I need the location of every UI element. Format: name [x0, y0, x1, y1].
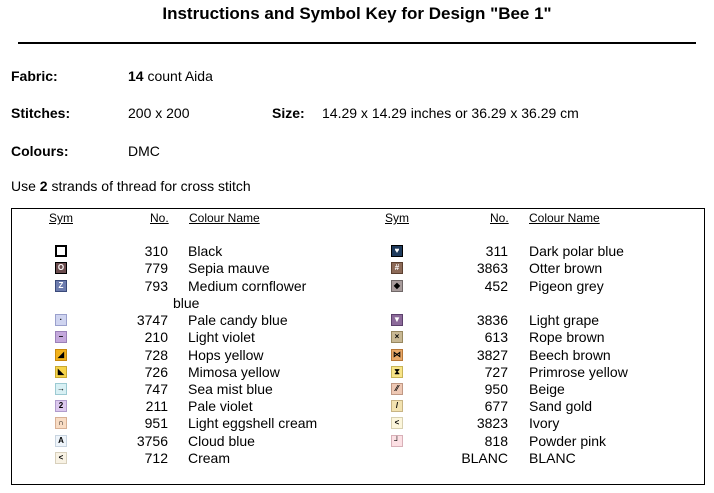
key-row-right [0, 278, 714, 295]
symbol-swatch: O [55, 262, 67, 274]
symbol-swatch: / [391, 400, 403, 412]
colour-name: Sepia mauve [188, 260, 270, 276]
header-name-left: Colour Name [189, 211, 260, 225]
symbol-swatch: → [57, 384, 65, 393]
symbol-swatch: – [55, 331, 67, 343]
colour-name: Light grape [529, 312, 600, 328]
symbol-swatch: ⋈ [393, 350, 401, 359]
colour-name: Sea mist blue [188, 381, 273, 397]
colour-name: Beech brown [529, 347, 611, 363]
instruction-post: strands of thread for cross stitch [51, 178, 251, 194]
colour-name: Hops yellow [188, 347, 264, 363]
colour-number: 613 [484, 329, 508, 345]
symbol-swatch: × [391, 331, 403, 343]
colour-name: Primrose yellow [529, 364, 628, 380]
colour-number: 747 [144, 381, 168, 397]
colour-name: Powder pink [529, 433, 607, 449]
symbol-swatch: A [55, 435, 67, 447]
key-row-right [0, 433, 714, 450]
symbol-swatch: · [55, 314, 67, 326]
key-row-right [0, 329, 714, 346]
colour-number: 818 [484, 433, 508, 449]
stitches-value: 200 x 200 [128, 105, 190, 121]
colour-number: 951 [144, 415, 168, 431]
colour-name-continuation: blue [173, 295, 200, 311]
fabric-value [128, 68, 213, 84]
colour-number: 3863 [476, 260, 508, 276]
colour-number: 726 [144, 364, 168, 380]
symbol-swatch: # [391, 262, 403, 274]
title-divider [18, 42, 696, 44]
colour-number: 3823 [476, 415, 508, 431]
colour-number: 311 [485, 243, 508, 259]
symbol-swatch: ◢ [55, 349, 67, 361]
colour-number: 211 [145, 398, 168, 414]
size-value: 14.29 x 14.29 inches or 36.29 x 36.29 cm [322, 105, 579, 121]
colour-name: Ivory [529, 415, 560, 431]
header-no-left: No. [150, 211, 169, 225]
thread-instruction [11, 178, 251, 194]
symbol-swatch: ⁄⁄ [391, 383, 403, 395]
key-row-right [0, 381, 714, 398]
symbol-swatch: ♥ [391, 245, 403, 257]
page-title: Instructions and Symbol Key for Design "Bee 1" [162, 4, 552, 23]
symbol-swatch: < [391, 417, 403, 429]
colour-number: BLANC [461, 450, 508, 466]
symbol-swatch: ◆ [391, 280, 403, 292]
stitches-label: Stitches: [11, 105, 71, 121]
fabric-label: Fabric: [11, 68, 58, 84]
colour-name: Pale candy blue [188, 312, 288, 328]
key-row-right [0, 347, 714, 364]
key-row-right [0, 260, 714, 277]
colour-name: Pale violet [188, 398, 253, 414]
colour-number: 950 [484, 381, 508, 397]
colour-name: Sand gold [529, 398, 593, 414]
header-name-right: Colour Name [529, 211, 600, 225]
fabric-type: count Aida [147, 68, 213, 84]
colour-name: Medium cornflower [188, 278, 307, 294]
colour-name: Pigeon grey [529, 278, 604, 294]
colours-value: DMC [128, 143, 160, 159]
colour-name: Otter brown [529, 260, 603, 276]
colour-name: Dark polar blue [529, 243, 624, 259]
symbol-swatch [391, 452, 403, 464]
colour-number: 3827 [476, 347, 508, 363]
key-row-right [0, 450, 714, 467]
fabric-count: 14 [128, 68, 144, 84]
colours-label: Colours: [11, 143, 69, 159]
colour-name: Beige [529, 381, 565, 397]
symbol-swatch: Z [55, 280, 67, 292]
colour-number: 779 [144, 260, 168, 276]
strand-count: 2 [39, 178, 48, 194]
symbol-swatch: ∩ [55, 417, 67, 429]
colour-name: BLANC [529, 450, 576, 466]
colour-name: Light violet [188, 329, 255, 345]
colour-number: 3756 [136, 433, 168, 449]
symbol-swatch: < [55, 452, 67, 464]
colour-name: Rope brown [529, 329, 605, 345]
colour-number: 728 [144, 347, 168, 363]
instruction-pre: Use [11, 178, 36, 194]
symbol-swatch: 2 [55, 400, 67, 412]
colour-name: Black [188, 243, 223, 259]
key-row-right [0, 364, 714, 381]
colour-name: Light eggshell cream [188, 415, 318, 431]
symbol-swatch: ▼ [391, 314, 403, 326]
symbol-swatch: ┘ [391, 435, 403, 447]
key-row-right [0, 415, 714, 432]
colour-number: 3747 [136, 312, 168, 328]
colour-name: Cream [188, 450, 231, 466]
key-row-right [0, 398, 714, 415]
colour-name: Mimosa yellow [188, 364, 280, 380]
size-label: Size: [272, 105, 305, 121]
header-no-right: No. [490, 211, 509, 225]
key-row-right [0, 312, 714, 329]
colour-number: 3836 [476, 312, 508, 328]
colour-number: 452 [484, 278, 508, 294]
colour-number: 727 [484, 364, 508, 380]
symbol-swatch: ◣ [55, 366, 67, 378]
symbol-swatch: ⧗ [391, 366, 403, 378]
key-row-right [0, 243, 714, 260]
header-sym-right: Sym [385, 211, 409, 225]
header-sym-left: Sym [49, 211, 73, 225]
colour-number: 712 [144, 450, 168, 466]
colour-number: 793 [144, 278, 168, 294]
colour-number: 210 [144, 329, 168, 345]
colour-name: Cloud blue [188, 433, 255, 449]
colour-number: 310 [144, 243, 168, 259]
colour-number: 677 [484, 398, 508, 414]
